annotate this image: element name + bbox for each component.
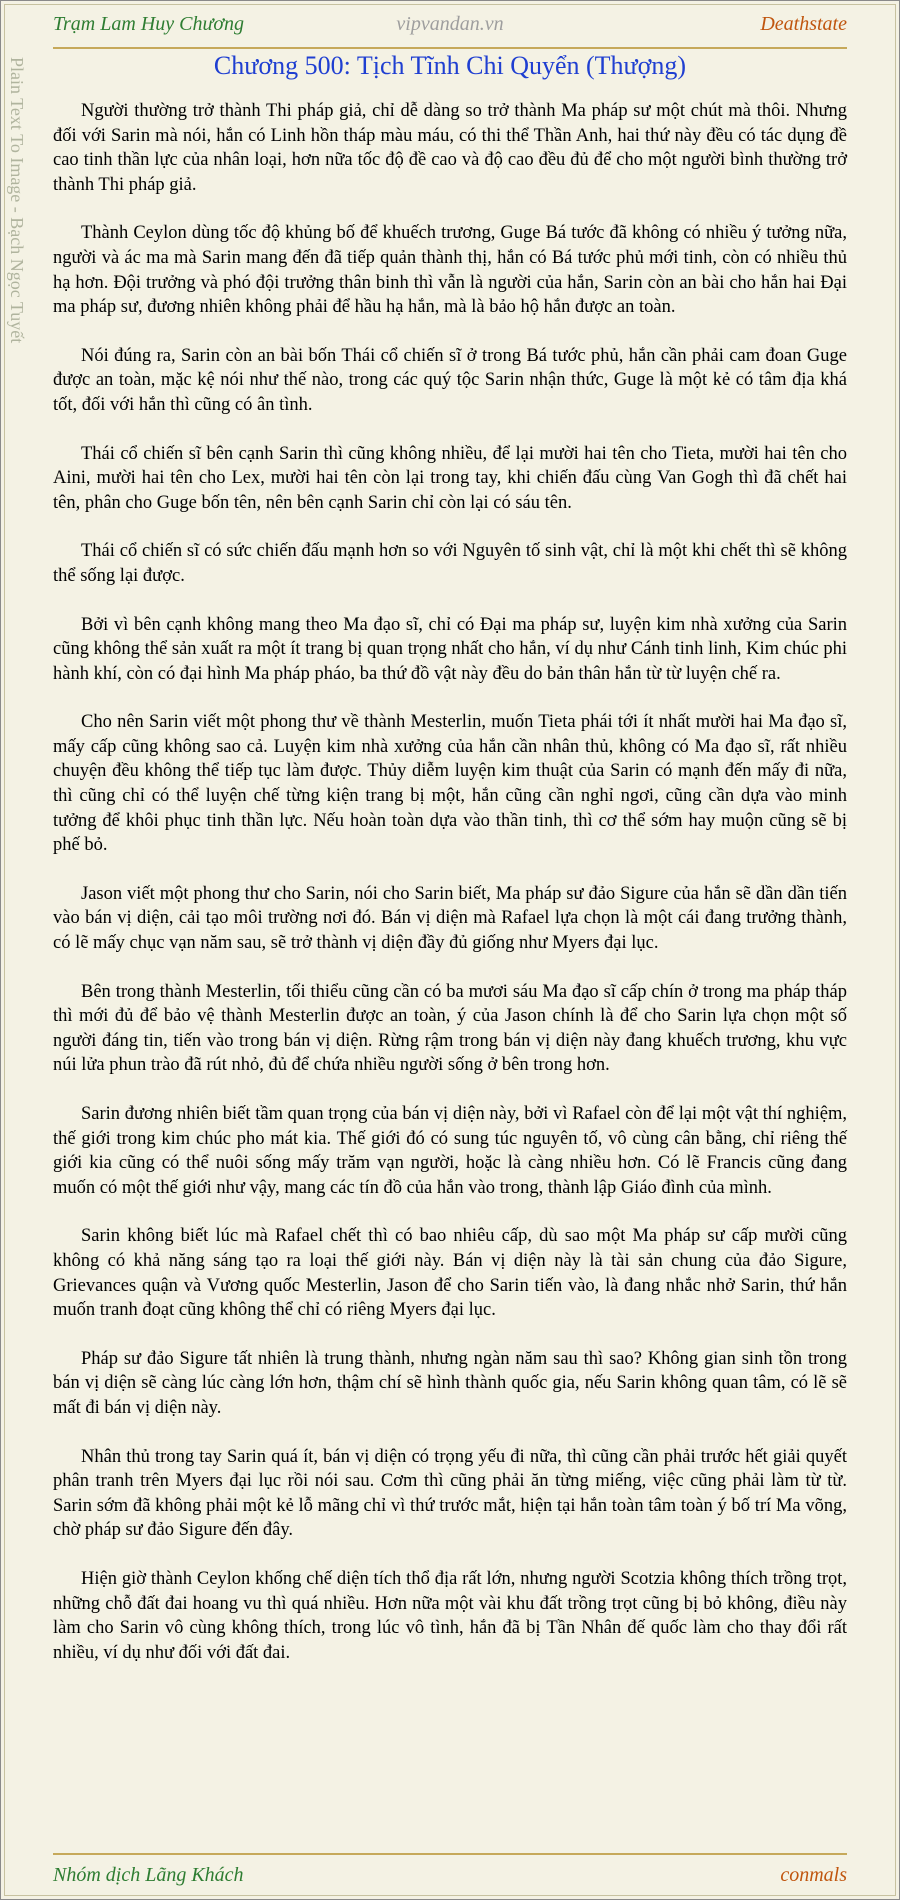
paragraph: Thái cổ chiến sĩ bên cạnh Sarin thì cũng không nhiều, để lại mười hai tên cho Tieta, mười hai tên cho Aini, mười hai tên cho Lex, mười hai tên còn lại trong tay, khi chiến đấu cùng Van Gogh thì đã chết hai tên, phân cho Guge bốn tên, nên bên cạnh Sarin chỉ còn lại có sáu tên. — [53, 443, 847, 513]
paragraph: Thành Ceylon dùng tốc độ khủng bố để khuếch trương, Guge Bá tước đã không có nhiều ý tưởng nữa, người và ác ma mà Sarin mang đến đã tiếp quản thành thị, hắn có Bá tước phủ mới tinh, còn có nhiều thủ hạ hơn. Đội trưởng và phó đội trưởng thân binh thì vẫn là người của hắn, Sarin còn an bài cho hắn hai Đại ma pháp sư, đương nhiên không phải để hầu hạ hắn, mà là bảo hộ hắn được an toàn. — [53, 223, 847, 318]
paragraph: Người thường trở thành Thi pháp giả, chỉ dễ dàng so trở thành Ma pháp sư một chút mà thôi. Nhưng đối với Sarin mà nói, hắn có Linh hồn tháp màu máu, có thi thể Thần Anh, hai thứ này đều có tác dụng đề cao tinh thần lực của nhân loại, hơn nữa tốc độ đề cao và độ cao đều đủ để cho một người bình thường trở thành Thi pháp giả. — [53, 101, 847, 195]
paragraph: Jason viết một phong thư cho Sarin, nói cho Sarin biết, Ma pháp sư đảo Sigure của hắn sẽ dần dần tiến vào bán vị diện, cải tạo môi trường nơi đó. Bán vị diện mà Rafael lựa chọn là một cái đang trưởng thành, có lẽ mấy chục vạn năm sau, sẽ trở thành vị diện đầy đủ giống như Myers đại lục. — [53, 883, 847, 954]
chapter-title: Chương 500: Tịch Tĩnh Chi Quyển (Thượng) — [213, 51, 687, 80]
chapter-body — [53, 99, 847, 1689]
paragraph: Nói đúng ra, Sarin còn an bài bốn Thái cổ chiến sĩ ở trong Bá tước phủ, hắn cần phải cam đoan Guge được an toàn, mặc kệ nói như thế nào, trong các quý tộc Sarin nhận thức, Guge là một kẻ có tâm địa khá tốt, đối với hắn thì cũng có ân tình. — [53, 345, 847, 415]
paragraph: Bên trong thành Mesterlin, tối thiểu cũng cần có ba mươi sáu Ma đạo sĩ cấp chín ở trong ma pháp tháp thì mới đủ để bảo vệ thành Mesterlin được an toàn, ý của Jason chính là để cho Sarin lựa chọn một số người đáng tin, tiến vào trong bán vị diện. Rừng rậm trong bán vị diện này đang khuếch trương, khu vực núi lửa phun trào đã rút nhỏ, đủ để chứa nhiều người sống ở bên trong hơn. — [53, 981, 847, 1076]
paragraph: Hiện giờ thành Ceylon khống chế diện tích thổ địa rất lớn, nhưng người Scotzia không thích trồng trọt, những chỗ đất đai hoang vu thì quá nhiều. Hơn nữa một vài khu đất trồng trọt cũng bị bỏ không, điều này làm cho Sarin vô cùng không thích, trong lúc vô tình, hắn đã bị Tần Nhân đế quốc làm cho thay đổi rất nhiều, ví dụ như đối với đất đai. — [53, 1568, 847, 1663]
page-header — [53, 1, 847, 47]
paragraph: Nhân thủ trong tay Sarin quá ít, bán vị diện có trọng yếu đi nữa, thì cũng cần phải trước hết giải quyết phân tranh trên Myers đại lục rồi nói sau. Cơm thì cũng phải ăn từng miếng, việc cũng phải làm từ từ. Sarin sớm đã không phải một kẻ lỗ mãng chỉ vì thứ trước mắt, hiện tại hắn toàn tâm toàn ý bố trí Ma võng, chờ pháp sư đảo Sigure đến đây. — [53, 1446, 847, 1541]
paragraph: Sarin đương nhiên biết tầm quan trọng của bán vị diện này, bởi vì Rafael còn để lại một vật thí nghiệm, thế giới trong kim chúc pho mát kia. Thế giới đó có sung túc nguyên tố, vô cùng cân bằng, chỉ riêng thế giới kia cũng có thể nuôi sống mấy trăm vạn người, hoặc là càng nhiều hơn. Có lẽ Francis cũng đang muốn có một thế giới như vậy, mang các tín đồ của hắn vào trong, thành lập Giáo đình của mình. — [53, 1104, 847, 1198]
header-translator: Deathstate — [760, 13, 847, 35]
paragraph: Pháp sư đảo Sigure tất nhiên là trung thành, nhưng ngàn năm sau thì sao? Không gian sinh tồn trong bán vị diện sẽ càng lúc càng lớn hơn, thậm chí sẽ hình thành quốc gia, nếu Sarin không quan tâm, có lẽ sẽ mất đi bán vị diện này. — [53, 1348, 847, 1418]
footer-editor: conmals — [780, 1864, 847, 1886]
paragraph: Sarin không biết lúc mà Rafael chết thì có bao nhiêu cấp, dù sao một Ma pháp sư cấp mười cũng không có khả năng sáng tạo ra loại thế giới này. Bán vị diện này là tài sản chung của đảo Sigure, Grievances quận và Vương quốc Mesterlin, Jason để cho Sarin tiến vào, là đang nhắc nhở Sarin, thứ hắn muốn tranh đoạt cũng không thể chỉ có riêng Myers đại lục. — [53, 1226, 847, 1321]
paragraph: Cho nên Sarin viết một phong thư về thành Mesterlin, muốn Tieta phái tới ít nhất mười hai Ma đạo sĩ, mấy cấp cũng không sao cả. Luyện kim nhà xưởng của hắn cần nhân thủ, không có Ma đạo sĩ, rất nhiều chuyện đều không thể tiếp tục làm được. Thủy diễm luyện kim thuật của Sarin có mạnh đến mấy đi nữa, thì cũng chỉ có thể luyện chế từng kiện trang bị một, hắn cũng cần nghỉ ngơi, cũng cần dựa vào minh tưởng để khôi phục tinh thần lực. Nếu hoàn toàn dựa vào thần tinh, thì cơ thể sớm hay muộn cũng sẽ bị phế bỏ. — [53, 712, 847, 856]
footer-group: Nhóm dịch Lãng Khách — [53, 1864, 244, 1886]
side-watermark — [7, 57, 39, 397]
page-footer — [53, 1855, 847, 1895]
header-author: Trạm Lam Huy Chương — [53, 13, 245, 35]
header-site: vipvandan.vn — [396, 13, 504, 35]
paragraph: Thái cổ chiến sĩ có sức chiến đấu mạnh hơn so với Nguyên tố sinh vật, chỉ là một khi chết thì sẽ không thể sống lại được. — [53, 541, 847, 586]
paragraph: Bởi vì bên cạnh không mang theo Ma đạo sĩ, chỉ có Đại ma pháp sư, luyện kim nhà xưởng của Sarin cũng không thể sản xuất ra một ít trang bị quan trọng nhất cho hắn, ví dụ như Cánh tinh linh, Kim chúc phi hành khí, còn có đại hình Ma pháp pháo, ba thứ đồ vật này đều do bản thân hắn từ từ luyện chế ra. — [53, 614, 847, 684]
side-watermark-text: Plain Text To Image - Bạch Ngọc Tuyết — [7, 57, 27, 344]
